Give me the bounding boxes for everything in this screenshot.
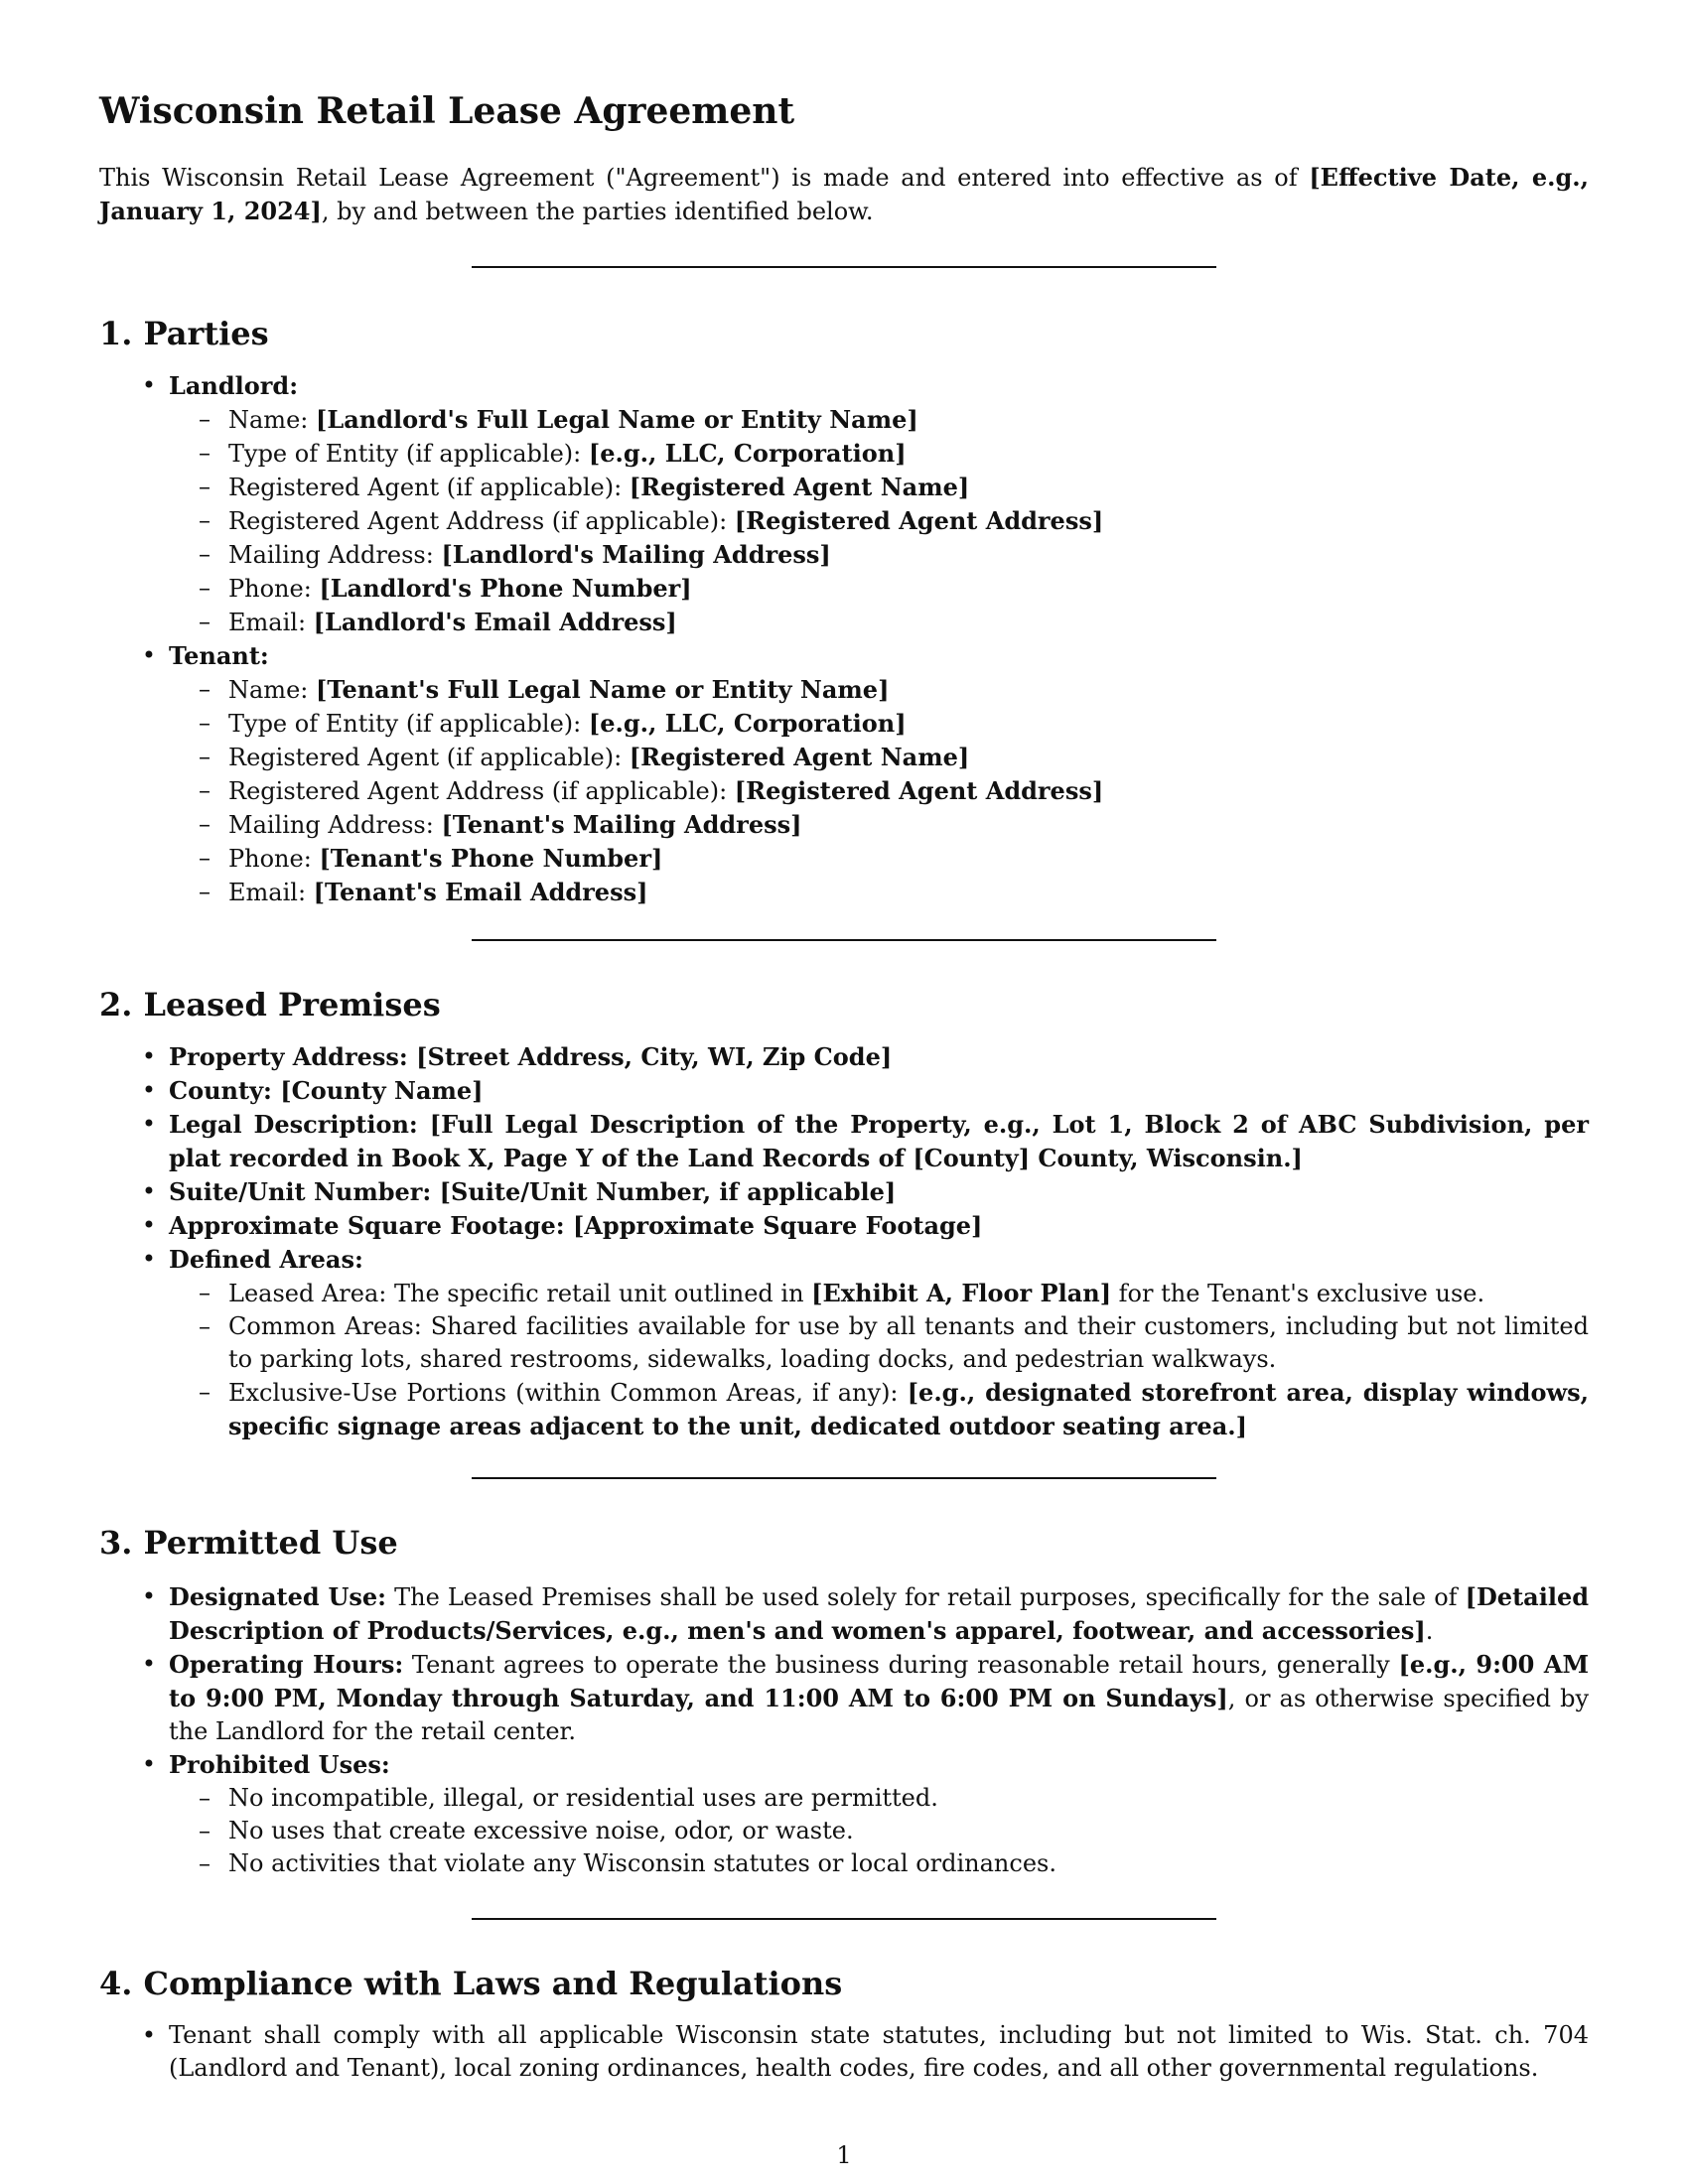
list-item [169, 741, 1589, 774]
field-value: [Registered Agent Address] [734, 776, 1104, 805]
dash-icon: – [199, 1849, 211, 1877]
dash-icon: – [199, 776, 211, 804]
dash-icon: – [199, 810, 211, 838]
parties-list [99, 369, 1589, 909]
list-item [169, 1782, 1589, 1815]
bullet-icon: • [141, 1650, 157, 1678]
bullet-icon: • [141, 641, 157, 669]
list-item [169, 707, 1589, 741]
list-item [169, 471, 1589, 504]
bullet-icon: • [141, 1211, 157, 1239]
field-value: [Landlord's Phone Number] [319, 574, 692, 603]
section-heading-compliance: 4. Compliance with Laws and Regulations [99, 1965, 843, 2002]
tenant-label: Tenant: [169, 641, 269, 670]
list-item [169, 437, 1589, 471]
compliance-list [99, 2019, 1589, 2085]
list-item [169, 572, 1589, 606]
bullet-icon: • [141, 1582, 157, 1610]
field-label: Registered Agent Address (if applicable): [228, 777, 735, 805]
list-item [169, 1277, 1589, 1310]
prohibited-use-text: No uses that create excessive noise, odor, or waste. [228, 1817, 854, 1844]
leased-area-text: Leased Area: The specific retail unit outlined in [228, 1280, 812, 1307]
field-value: [Registered Agent Address] [734, 506, 1104, 535]
dash-icon: – [199, 1312, 211, 1340]
tenant-fields [169, 673, 1589, 909]
item-value: [Full Legal Description of the Property, e.g., Lot 1, Block 2 of ABC Subdivision, per plat recorded in Book X, Page Y of the Land Records of [County] County, Wisconsin.] [169, 1110, 1589, 1172]
intro-text: This Wisconsin Retail Lease Agreement ("Agreement") is made and entered into effective as of [99, 164, 1310, 192]
field-value: [Tenant's Full Legal Name or Entity Name] [315, 675, 890, 704]
intro-text-end: , by and between the parties identified below. [321, 198, 874, 225]
item-value: [County Name] [280, 1076, 484, 1105]
field-label: Registered Agent (if applicable): [228, 744, 630, 771]
list-item [169, 876, 1589, 909]
field-value: [Landlord's Mailing Address] [441, 540, 831, 569]
list-item [169, 808, 1589, 842]
prohibited-uses-list [169, 1782, 1589, 1880]
exclusive-use-value: [e.g., designated storefront area, display windows, specific signage areas adjacent to the unit, dedicated outdoor seating area.] [228, 1378, 1589, 1440]
section-heading-premises: 2. Leased Premises [99, 986, 441, 1024]
prohibited-use-text: No incompatible, illegal, or residential uses are permitted. [228, 1784, 938, 1812]
bullet-icon: • [141, 1110, 157, 1138]
list-item [169, 1847, 1589, 1880]
field-label: Type of Entity (if applicable): [228, 710, 589, 738]
section-divider [472, 1918, 1216, 1920]
dash-icon: – [199, 574, 211, 602]
dash-icon: – [199, 844, 211, 872]
dash-icon: – [199, 473, 211, 500]
landlord-label: Landlord: [169, 371, 299, 400]
landlord-fields [169, 403, 1589, 639]
bullet-icon: • [141, 1750, 157, 1778]
list-item [99, 1580, 1589, 1648]
list-item [99, 1040, 1589, 1074]
field-label: Registered Agent Address (if applicable): [228, 507, 735, 535]
list-item [169, 1376, 1589, 1443]
operating-hours-end: , or as otherwise specified by the Landlord for the retail center. [169, 1685, 1590, 1745]
field-value: [Tenant's Email Address] [313, 878, 648, 906]
field-label: Name: [228, 676, 316, 704]
page-number: 1 [836, 2141, 852, 2169]
list-item [169, 774, 1589, 808]
dash-icon: – [199, 709, 211, 737]
dash-icon: – [199, 506, 211, 534]
dash-icon: – [199, 743, 211, 770]
list-item [99, 2019, 1589, 2085]
common-areas-text: Common Areas: Shared facilities available for use by all tenants and their customers, including but not limited to parking lots, shared restrooms, sidewalks, loading docks, and pedestrian walkways. [228, 1312, 1589, 1373]
field-value: [e.g., LLC, Corporation] [588, 709, 907, 738]
dash-icon: – [199, 1784, 211, 1812]
bullet-icon: • [141, 2021, 157, 2049]
item-label: Approximate Square Footage: [169, 1211, 573, 1240]
list-item [99, 639, 1589, 909]
dash-icon: – [199, 878, 211, 905]
item-label: Suite/Unit Number: [169, 1177, 440, 1206]
list-item [169, 1815, 1589, 1847]
field-value: [Tenant's Mailing Address] [441, 810, 802, 839]
compliance-text: Tenant shall comply with all applicable Wisconsin state statutes, including but not limited to Wis. Stat. ch. 704 (Landlord and Tenant), local zoning ordinances, health codes, fire codes, and all other governmental regulations. [169, 2021, 1589, 2082]
list-item [169, 606, 1589, 639]
intro-paragraph [99, 161, 1589, 228]
dash-icon: – [199, 405, 211, 433]
list-item [169, 673, 1589, 707]
field-label: Mailing Address: [228, 811, 442, 839]
dash-icon: – [199, 540, 211, 568]
field-value: [Landlord's Full Legal Name or Entity Name] [315, 405, 918, 434]
list-item [99, 1748, 1589, 1880]
field-value: [Landlord's Email Address] [313, 608, 677, 636]
document-title: Wisconsin Retail Lease Agreement [99, 90, 795, 132]
dash-icon: – [199, 439, 211, 467]
exhibit-reference: [Exhibit A, Floor Plan] [811, 1279, 1112, 1307]
list-item [99, 1243, 1589, 1443]
bullet-icon: • [141, 1177, 157, 1205]
item-label: County: [169, 1076, 281, 1105]
field-value: [Registered Agent Name] [629, 473, 970, 501]
item-label: Legal Description: [169, 1110, 430, 1139]
item-value: [Suite/Unit Number, if applicable] [439, 1177, 897, 1206]
premises-list [99, 1040, 1589, 1443]
list-item [99, 369, 1589, 639]
bullet-icon: • [141, 1042, 157, 1070]
field-label: Email: [228, 879, 314, 906]
field-label: Mailing Address: [228, 541, 442, 569]
field-value: [Tenant's Phone Number] [319, 844, 663, 873]
operating-hours-label: Operating Hours: [169, 1650, 404, 1679]
item-value: [Approximate Square Footage] [572, 1211, 983, 1240]
bullet-icon: • [141, 371, 157, 399]
field-value: [e.g., LLC, Corporation] [588, 439, 907, 468]
list-item [169, 403, 1589, 437]
list-item [169, 538, 1589, 572]
field-label: Phone: [228, 845, 320, 873]
leased-area-text-end: for the Tenant's exclusive use. [1111, 1280, 1485, 1307]
dash-icon: – [199, 1817, 211, 1844]
field-label: Name: [228, 406, 316, 434]
operating-hours-text: Tenant agrees to operate the business during reasonable retail hours, generally [403, 1651, 1399, 1679]
operating-hours-value: [e.g., 9:00 AM to 9:00 PM, Monday through Saturday, and 11:00 AM to 6:00 PM on Sundays] [169, 1650, 1590, 1712]
bullet-icon: • [141, 1076, 157, 1104]
dash-icon: – [199, 1279, 211, 1306]
permitted-use-list [99, 1580, 1589, 1880]
field-label: Type of Entity (if applicable): [228, 440, 589, 468]
effective-date-placeholder: [Effective Date, e.g., January 1, 2024] [99, 163, 1589, 225]
prohibited-uses-label: Prohibited Uses: [169, 1750, 390, 1779]
section-heading-parties: 1. Parties [99, 315, 269, 352]
field-label: Phone: [228, 575, 320, 603]
list-item [99, 1209, 1589, 1243]
list-item [169, 504, 1589, 538]
field-label: Registered Agent (if applicable): [228, 474, 630, 501]
list-item [99, 1175, 1589, 1209]
item-value: [Street Address, City, WI, Zip Code] [416, 1042, 893, 1071]
dash-icon: – [199, 1378, 211, 1406]
list-item [169, 842, 1589, 876]
exclusive-use-text: Exclusive-Use Portions (within Common Areas, if any): [228, 1379, 908, 1407]
designated-use-end: . [1425, 1617, 1434, 1645]
item-label: Property Address: [169, 1042, 417, 1071]
defined-areas-label: Defined Areas: [169, 1245, 363, 1274]
list-item [99, 1074, 1589, 1108]
list-item [99, 1648, 1589, 1748]
list-item [169, 1310, 1589, 1376]
designated-use-text: The Leased Premises shall be used solely for retail purposes, specifically for the sale of [386, 1583, 1466, 1611]
defined-areas-list [169, 1277, 1589, 1443]
section-divider [472, 939, 1216, 941]
field-label: Email: [228, 609, 314, 636]
prohibited-use-text: No activities that violate any Wisconsin statutes or local ordinances. [228, 1849, 1056, 1877]
designated-use-label: Designated Use: [169, 1582, 387, 1611]
field-value: [Registered Agent Name] [629, 743, 970, 771]
designated-use-value: [Detailed Description of Products/Services, e.g., men's and women's apparel, footwear, and accessories] [169, 1582, 1589, 1645]
list-item [99, 1108, 1589, 1175]
dash-icon: – [199, 608, 211, 635]
dash-icon: – [199, 675, 211, 703]
section-divider [472, 1477, 1216, 1479]
bullet-icon: • [141, 1245, 157, 1273]
section-divider [472, 266, 1216, 268]
section-heading-permitted-use: 3. Permitted Use [99, 1524, 398, 1562]
